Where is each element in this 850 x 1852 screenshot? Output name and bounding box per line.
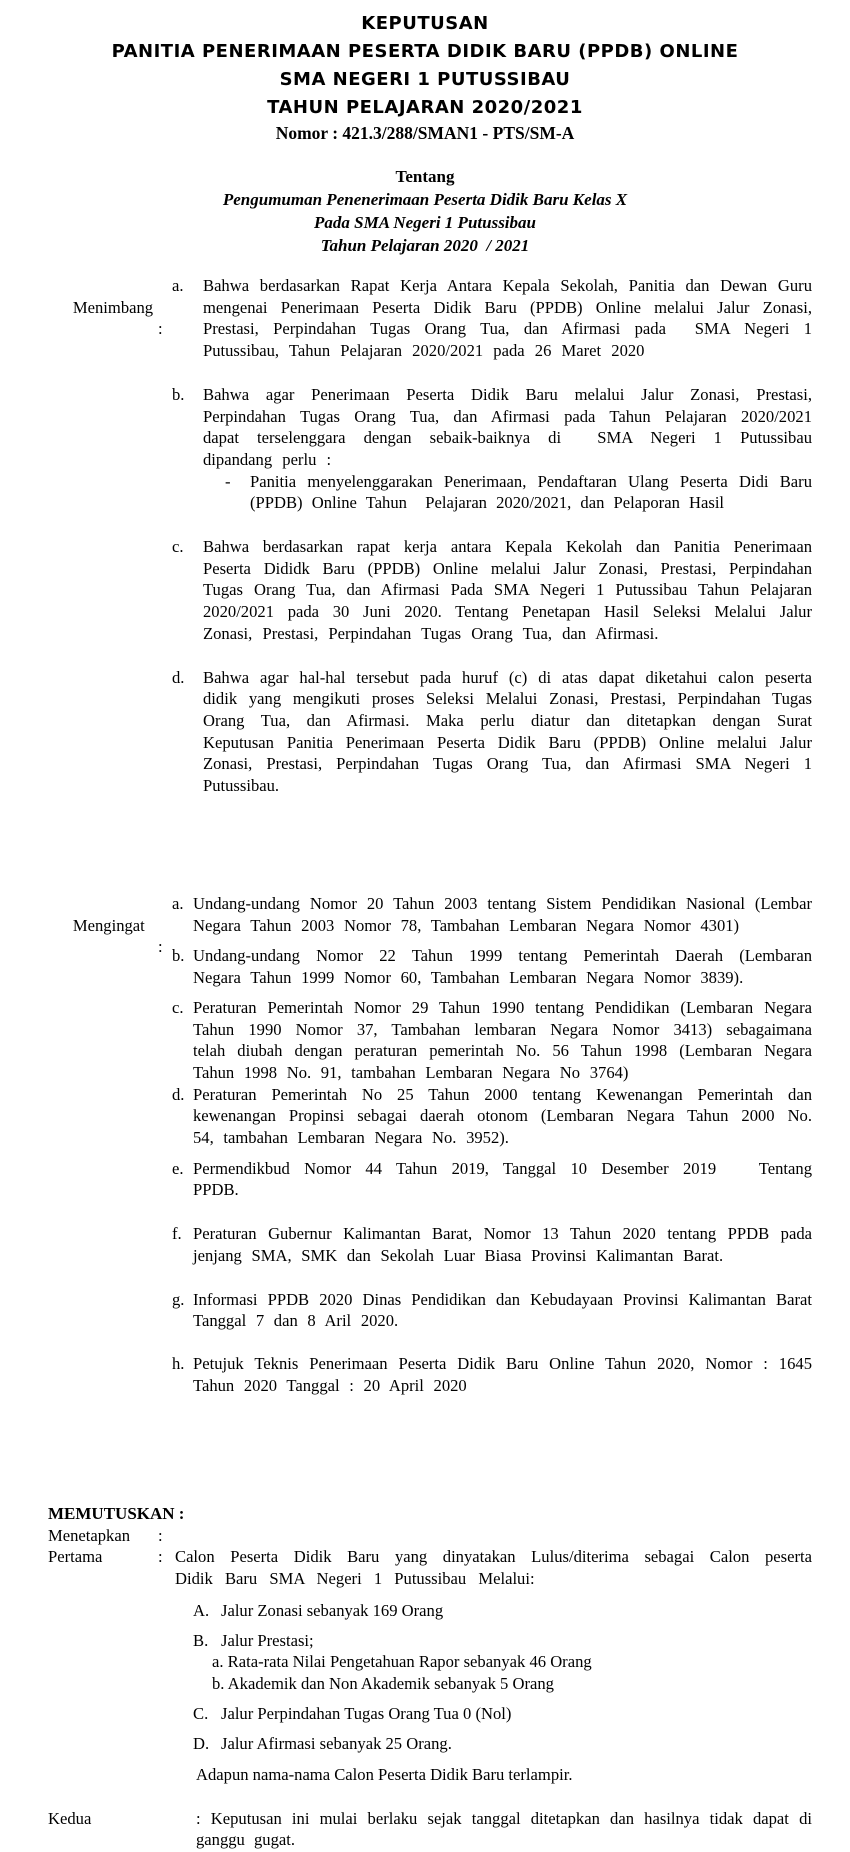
point-text: Jalur Afirmasi sebanyak 25 Orang. xyxy=(221,1734,452,1754)
point-marker: D. xyxy=(193,1734,210,1754)
item-text: Bahwa agar hal-hal tersebut pada huruf (c) di atas dapat diketahui calon peserta didik yang mengikuti proses Seleksi Melalui Zonasi, Prestasi, Perpindahan Tugas Orang Tua, dan Afirmasi. Maka perlu diatur dan ditetapkan dengan Surat Keputusan Panitia Penerimaan Peserta Didik Baru (PPDB) Online melalui Jalur Zonasi, Prestasi, Perpindahan Tugas Orang Tua, dan Afirmasi SMA Negeri 1 Putussibau. xyxy=(203,667,812,796)
document-title xyxy=(0,10,850,122)
item-marker: c. xyxy=(172,537,184,557)
menimbang-colon: : xyxy=(158,319,163,339)
decision-point-A xyxy=(193,1600,812,1622)
menetapkan-colon: : xyxy=(158,1525,163,1545)
item-marker: d. xyxy=(172,667,185,687)
item-text: Peraturan Pemerintah Nomor 29 Tahun 1990 tentang Pendidikan (Lembaran Negara Tahun 1990 Nomor 37, Tambahan lembaran Negara Nomor 3413) sebagaimana telah diubah dengan peraturan pemerintah No. 56 Tahun 1998 (Lembaran Negara Tahun 1998 No. 91, tambahan Lembaran Negara No 3764) xyxy=(193,997,812,1082)
memutuskan-heading: MEMUTUSKAN : xyxy=(48,1504,185,1523)
decision-point-B xyxy=(193,1630,812,1652)
pertama-label: Pertama xyxy=(48,1547,103,1567)
item-marker: b. xyxy=(172,384,185,404)
subitem-text: Panitia menyelenggarakan Penerimaan, Pendaftaran Ulang Peserta Didi Baru (PPDB) Online Tahun Pelajaran 2020/2021, dan Pelaporan Hasil xyxy=(250,471,812,513)
document-header xyxy=(0,10,850,257)
kedua-row xyxy=(48,1808,812,1851)
item-marker: c. xyxy=(172,997,184,1017)
legal-basis-item-h xyxy=(172,1353,812,1396)
item-marker: d. xyxy=(172,1084,185,1104)
subject-line-1: Pengumuman Penenerimaan Peserta Didik Baru Kelas X xyxy=(222,190,628,209)
item-text: Peraturan Gubernur Kalimantan Barat, Nomor 13 Tahun 2020 tentang PPDB pada jenjang SMA, SMK dan Sekolah Luar Biasa Provinsi Kalimantan Barat. xyxy=(193,1224,812,1265)
legal-basis-item-f xyxy=(172,1223,812,1266)
menimbang-label-text: Menimbang xyxy=(72,297,154,317)
consideration-item-c xyxy=(172,536,812,645)
point-marker: B. xyxy=(193,1630,209,1650)
mengingat-label xyxy=(48,893,163,980)
section-menimbang xyxy=(48,275,812,797)
item-text: Permendikbud Nomor 44 Tahun 2019, Tanggal 10 Desember 2019 Tentang PPDB. xyxy=(193,1158,812,1200)
legal-basis-item-b xyxy=(172,945,812,988)
point-marker: C. xyxy=(193,1703,209,1723)
kedua-text: : Keputusan ini mulai berlaku sejak tanggal ditetapkan dan hasilnya tidak dapat di ganggu gugat. xyxy=(196,1808,812,1850)
document-title-line-3: SMA NEGERI 1 PUTUSSIBAU xyxy=(279,69,571,90)
item-text: Undang-undang Nomor 20 Tahun 2003 tentang Sistem Pendidikan Nasional (Lembar Negara Tahun 2003 Nomor 78, Tambahan Lembaran Negara Nomor 4301) xyxy=(193,894,812,935)
legal-basis-item-c xyxy=(172,997,812,1084)
subject-line-3: Tahun Pelajaran 2020 / 2021 xyxy=(320,236,530,255)
mengingat-label-text: Mengingat xyxy=(72,915,145,935)
dash-marker: - xyxy=(225,471,231,491)
document-number: Nomor : 421.3/288/SMAN1 - PTS/SM-A xyxy=(275,123,575,143)
legal-basis-item-d xyxy=(172,1084,812,1149)
tentang-label: Tentang xyxy=(395,167,455,186)
point-text: Jalur Zonasi sebanyak 169 Orang xyxy=(221,1600,444,1620)
item-text: Informasi PPDB 2020 Dinas Pendidikan dan Kebudayaan Provinsi Kalimantan Barat Tanggal 7 dan 8 Aril 2020. xyxy=(193,1289,812,1331)
item-marker: f. xyxy=(172,1224,182,1244)
section-mengingat xyxy=(48,893,812,1396)
section-memutuskan xyxy=(48,1503,812,1851)
document-title-line-2: PANITIA PENERIMAAN PESERTA DIDIK BARU (PPDB) ONLINE xyxy=(111,41,739,62)
decision-subpoint-a: a. Rata-rata Nilai Pengetahuan Rapor sebanyak 46 Orang xyxy=(212,1652,592,1672)
legal-basis-item-e xyxy=(172,1158,812,1201)
item-text: Bahwa agar Penerimaan Peserta Didik Baru melalui Jalur Zonasi, Prestasi, Perpindahan Tugas Orang Tua, dan Afirmasi pada Tahun Pelajaran 2020/2021 dapat terselenggara dengan sebaik-baiknya di SMA Negeri 1 Putussibau dipandang perlu : xyxy=(203,384,812,469)
document-title-line-1: KEPUTUSAN xyxy=(361,13,489,34)
item-text: Petujuk Teknis Penerimaan Peserta Didik Baru Online Tahun 2020, Nomor : 1645 Tahun 2020 Tanggal : 20 April 2020 xyxy=(193,1353,812,1395)
item-marker: a. xyxy=(172,276,184,295)
legal-basis-item-g xyxy=(172,1289,812,1332)
menetapkan-label: Menetapkan xyxy=(48,1525,131,1545)
decision-point-C xyxy=(193,1703,812,1725)
item-marker: e. xyxy=(172,1158,184,1178)
item-text: Peraturan Pemerintah No 25 Tahun 2000 tentang Kewenangan Pemerintah dan kewenangan Propinsi sebagai daerah otonom (Lembaran Negara Tahun 2000 No. 54, tambahan Lembaran Negara No. 3952). xyxy=(193,1084,812,1148)
pertama-intro: Calon Peserta Didik Baru yang dinyatakan Lulus/diterima sebagai Calon peserta Didik Baru SMA Negeri 1 Putussibau Melalui: xyxy=(175,1547,812,1589)
decision-point-D xyxy=(193,1733,812,1755)
pertama-row xyxy=(48,1546,812,1589)
document-subject xyxy=(0,188,850,257)
consideration-item-b xyxy=(172,384,812,471)
item-marker: h. xyxy=(172,1353,185,1373)
menimbang-label xyxy=(48,275,163,362)
mengingat-colon: : xyxy=(158,937,163,957)
consideration-item-a xyxy=(172,275,812,362)
consideration-item-d xyxy=(172,667,812,797)
subject-line-2: Pada SMA Negeri 1 Putussibau xyxy=(314,213,536,232)
decision-subpoint-b: b. Akademik dan Non Akademik sebanyak 5 Orang xyxy=(212,1673,554,1693)
menetapkan-row xyxy=(48,1525,812,1547)
item-text: Bahwa berdasarkan Rapat Kerja Antara Kepala Sekolah, Panitia dan Dewan Guru mengenai Penerimaan Peserta Didik Baru (PPDB) Online melalui Jalur Zonasi, Prestasi, Perpindahan Tugas Orang Tua, dan Afirmasi pada SMA Negeri 1 Putussibau, Tahun Pelajaran 2020/2021 pada 26 Maret 2020 xyxy=(203,276,812,361)
kedua-label: Kedua xyxy=(48,1808,92,1828)
legal-basis-item-a xyxy=(172,893,812,936)
document-title-line-4: TAHUN PELAJARAN 2020/2021 xyxy=(267,97,583,118)
point-marker: A. xyxy=(193,1600,210,1620)
item-text: Bahwa berdasarkan rapat kerja antara Kepala Kekolah dan Panitia Penerimaan Peserta Dididk Baru (PPDB) Online melalui Jalur Zonasi, Prestasi, Perpindahan Tugas Orang Tua, dan Afirmasi Pada SMA Negeri 1 Putussibau Tahun Pelajaran 2020/2021 pada 30 Juni 2020. Tentang Penetapan Hasil Seleksi Melalui Jalur Zonasi, Prestasi, Perpindahan Tugas Orang Tua, dan Afirmasi. xyxy=(203,537,812,643)
closing-note: Adapun nama-nama Calon Peserta Didik Baru terlampir. xyxy=(196,1765,573,1785)
consideration-subitem xyxy=(225,471,812,514)
item-marker: g. xyxy=(172,1289,185,1309)
point-text: Jalur Perpindahan Tugas Orang Tua 0 (Nol) xyxy=(221,1703,512,1723)
pertama-colon: : xyxy=(158,1547,163,1567)
item-marker: a. xyxy=(172,894,184,913)
item-text: Undang-undang Nomor 22 Tahun 1999 tentang Pemerintah Daerah (Lembaran Negara Tahun 1999 Nomor 60, Tambahan Lembaran Negara Nomor 3839). xyxy=(193,946,812,988)
point-text: Jalur Prestasi; xyxy=(221,1630,314,1650)
item-marker: b. xyxy=(172,946,185,966)
